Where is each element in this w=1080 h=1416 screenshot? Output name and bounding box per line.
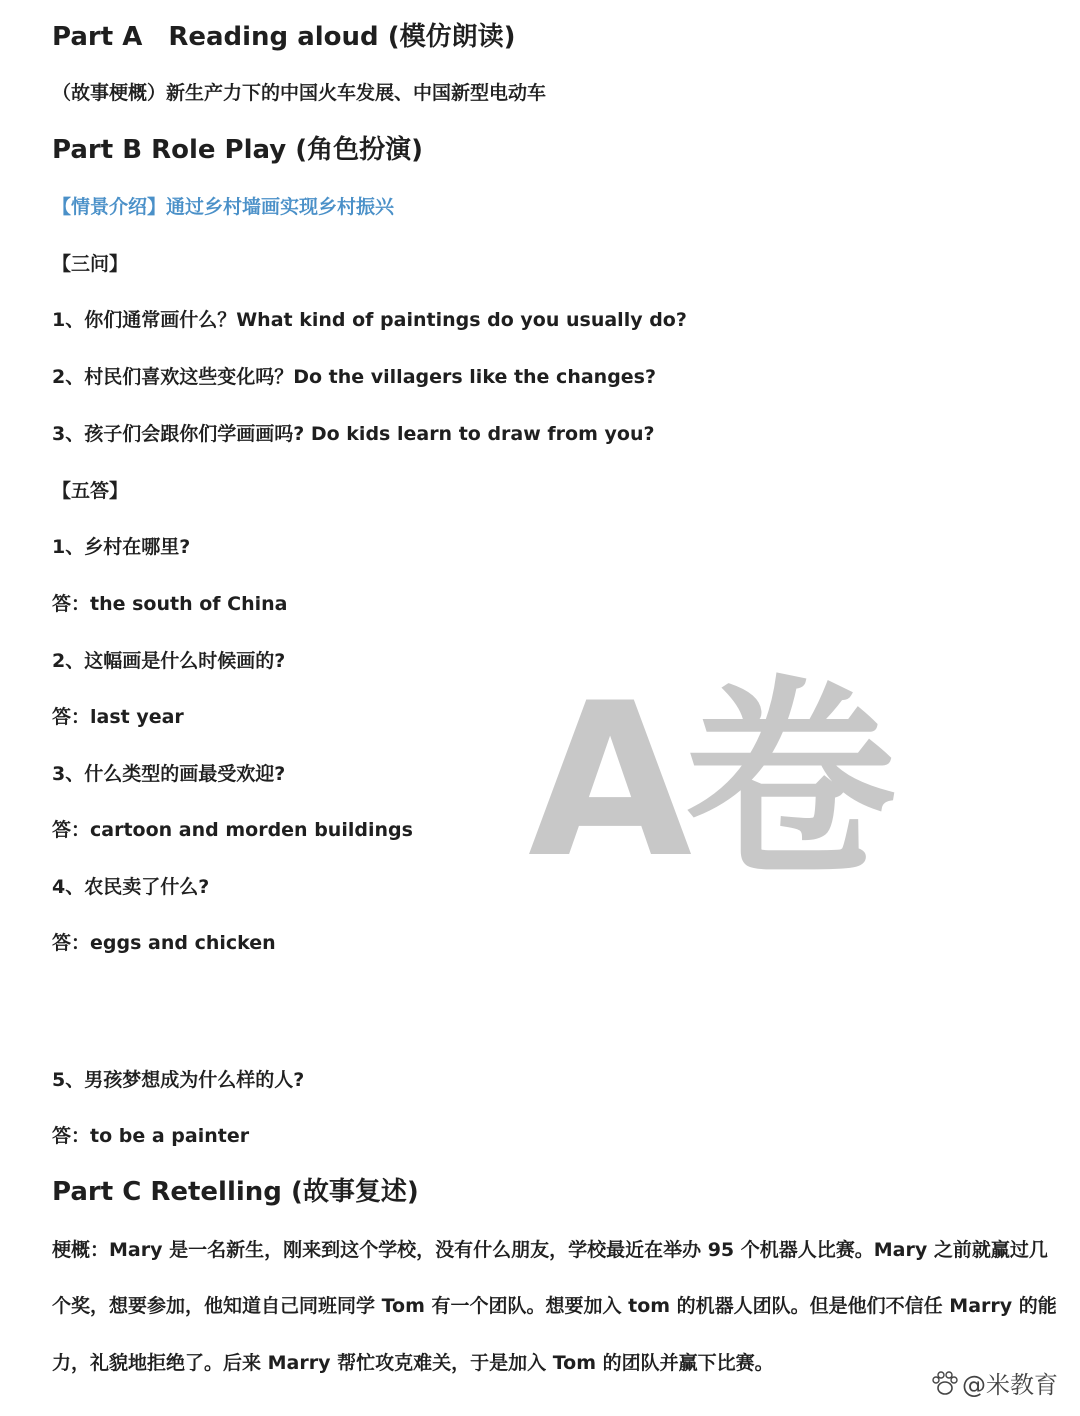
part-b-title: Part B Role Play (角色扮演) <box>52 135 424 165</box>
qa-answer-1: 答：the south of China <box>52 593 288 615</box>
qa-question-5: 5、男孩梦想成为什么样的人? <box>52 1069 305 1091</box>
source-watermark <box>930 1365 1058 1400</box>
source-watermark-text: @米教育 <box>962 1371 1058 1399</box>
paw-icon <box>930 1370 960 1396</box>
qa-answer-5: 答：to be a painter <box>52 1125 250 1147</box>
question-3: 3、孩子们会跟你们学画画吗? Do kids learn to draw from you? <box>52 423 655 445</box>
question-2: 2、村民们喜欢这些变化吗？Do the villagers like the changes? <box>52 366 657 388</box>
part-a-summary: （故事梗概）新生产力下的中国火车发展、中国新型电动车 <box>52 82 547 104</box>
part-a-title: Part A Reading aloud (模仿朗读) <box>52 22 516 52</box>
question-1: 1、你们通常画什么？What kind of paintings do you usually do? <box>52 309 687 331</box>
qa-answer-4: 答：eggs and chicken <box>52 932 276 954</box>
retelling-line-2: 个奖，想要参加，他知道自己同班同学 Tom 有一个团队。想要加入 tom 的机器人团队。但是他们不信任 Marry 的能 <box>52 1295 1057 1317</box>
part-c-title: Part C Retelling (故事复述) <box>52 1177 419 1207</box>
retelling-line-1: 梗概：Mary 是一名新生，刚来到这个学校，没有什么朋友，学校最近在举办 95 个机器人比赛。Mary 之前就赢过几 <box>52 1239 1048 1261</box>
qa-answer-2: 答：last year <box>52 706 184 728</box>
five-answers-label: 【五答】 <box>52 480 129 502</box>
qa-question-1: 1、乡村在哪里? <box>52 536 191 558</box>
paper-version-watermark: A卷 <box>528 657 889 904</box>
qa-question-3: 3、什么类型的画最受欢迎? <box>52 763 286 785</box>
qa-question-2: 2、这幅画是什么时候画的? <box>52 650 286 672</box>
qa-answer-3: 答：cartoon and morden buildings <box>52 819 413 841</box>
scenario-intro: 【情景介绍】通过乡村墙画实现乡村振兴 <box>52 196 395 218</box>
retelling-line-3: 力，礼貌地拒绝了。后来 Marry 帮忙攻克难关，于是加入 Tom 的团队并赢下比赛。 <box>52 1352 774 1374</box>
qa-question-4: 4、农民卖了什么? <box>52 876 210 898</box>
three-questions-label: 【三问】 <box>52 253 129 275</box>
